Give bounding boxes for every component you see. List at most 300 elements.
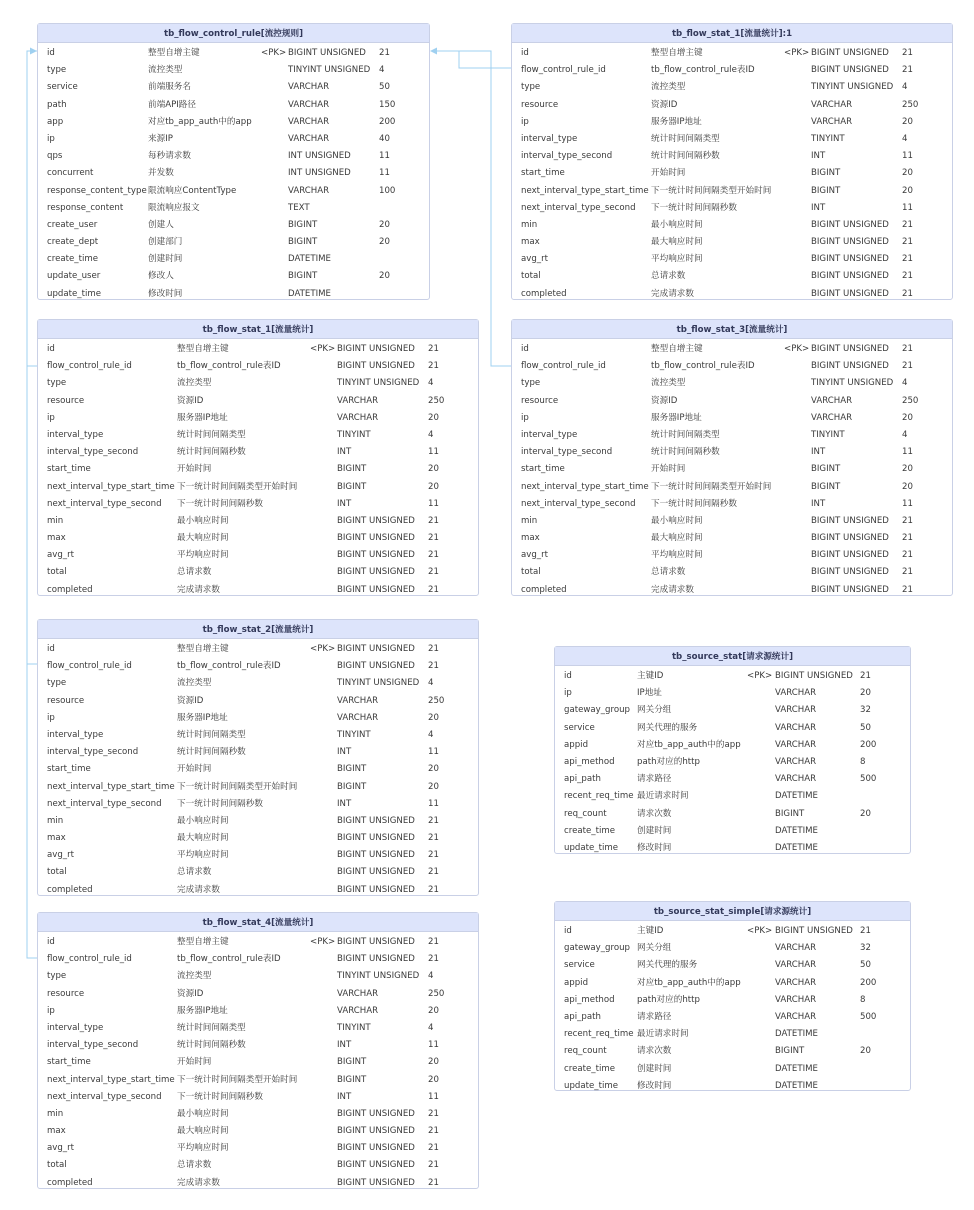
column-comment: 下一统计时间间隔秒数 [177, 1091, 263, 1102]
column-comment: 请求次数 [637, 1046, 672, 1057]
column-size: 32 [860, 943, 871, 954]
column-comment: 完成请求数 [651, 584, 694, 595]
column-size: 50 [379, 82, 390, 93]
column-name: update_user [47, 271, 101, 282]
table-row[interactable] [555, 1061, 910, 1078]
column-comment: 统计时间间隔类型 [177, 729, 246, 740]
column-name: min [521, 515, 538, 526]
column-type: BIGINT UNSIGNED [811, 567, 889, 578]
table-row[interactable] [512, 268, 952, 285]
column-comment: 流控类型 [651, 82, 686, 93]
table-row[interactable] [38, 393, 478, 410]
table-row[interactable] [38, 479, 478, 496]
table-row[interactable] [38, 1089, 478, 1106]
table-row[interactable] [38, 951, 478, 968]
table-row[interactable] [38, 779, 478, 796]
table-row[interactable] [38, 1175, 478, 1192]
column-type: INT [337, 1091, 352, 1102]
table-row[interactable] [512, 286, 952, 303]
table-tb-source-stat [554, 646, 911, 854]
table-row[interactable] [38, 582, 478, 599]
column-comment: 最小响应时间 [177, 515, 229, 526]
table-row[interactable] [512, 530, 952, 547]
column-name: completed [521, 288, 567, 299]
table-row[interactable] [38, 1020, 478, 1037]
table-row[interactable] [38, 148, 429, 165]
column-name: req_count [564, 808, 607, 819]
table-row[interactable] [38, 427, 478, 444]
column-name: ip [564, 688, 572, 699]
column-name: type [521, 82, 541, 93]
column-name: create_time [564, 1063, 615, 1074]
table-row[interactable] [38, 97, 429, 114]
column-key: <PK> [310, 344, 336, 354]
column-size: 21 [428, 937, 439, 947]
column-name: interval_type_second [521, 151, 613, 162]
column-comment: 资源ID [177, 988, 204, 999]
column-type: TINYINT [337, 729, 371, 740]
column-comment: 完成请求数 [177, 584, 220, 595]
table-title[interactable]: tb_flow_stat_2[流量统计] [38, 620, 478, 639]
arrowhead-right-rule [430, 48, 437, 55]
table-columns [512, 43, 952, 303]
table-row[interactable] [555, 840, 910, 857]
column-name: service [564, 722, 595, 733]
table-row[interactable] [555, 975, 910, 992]
column-comment: 并发数 [148, 168, 174, 179]
table-row[interactable] [38, 286, 429, 303]
column-comment: 服务器IP地址 [177, 712, 228, 723]
column-size: 250 [428, 988, 445, 999]
column-name: interval_type_second [47, 447, 139, 458]
column-type: VARCHAR [288, 82, 330, 93]
column-comment: 统计时间间隔类型 [177, 429, 246, 440]
column-name: api_method [564, 756, 615, 767]
column-size: 21 [902, 48, 913, 58]
column-type: BIGINT [288, 237, 318, 248]
table-title[interactable]: tb_flow_stat_1[流量统计]:1 [512, 24, 952, 43]
table-row[interactable] [555, 685, 910, 702]
table-row[interactable] [38, 496, 478, 513]
column-comment: 来源IP [148, 133, 173, 144]
column-type: TEXT [288, 202, 310, 213]
column-type: TINYINT UNSIGNED [811, 82, 894, 93]
column-comment: 最大响应时间 [177, 1126, 229, 1137]
column-name: max [47, 1126, 66, 1137]
table-title[interactable]: tb_flow_control_rule[流控规则] [38, 24, 429, 43]
column-name: type [47, 378, 67, 389]
column-type: BIGINT [337, 464, 367, 475]
column-type: BIGINT UNSIGNED [337, 884, 415, 895]
column-size: 20 [860, 1046, 871, 1057]
column-size: 4 [902, 82, 908, 93]
column-name: resource [47, 988, 85, 999]
table-row[interactable] [38, 658, 478, 675]
column-comment: 统计时间间隔类型 [651, 133, 720, 144]
table-row[interactable] [38, 547, 478, 564]
column-size: 21 [860, 926, 871, 936]
column-comment: 请求路径 [637, 774, 672, 785]
column-type: TINYINT [811, 133, 845, 144]
column-comment: 对应tb_app_auth中的app [637, 739, 741, 750]
table-row[interactable] [38, 62, 429, 79]
arrowhead-left-rule [30, 48, 37, 55]
column-size: 21 [428, 954, 439, 965]
column-comment: 最小响应时间 [177, 1108, 229, 1119]
column-name: start_time [47, 764, 91, 775]
column-name: ip [47, 133, 55, 144]
table-row[interactable] [38, 268, 429, 285]
table-row[interactable] [512, 200, 952, 217]
table-row[interactable] [38, 234, 429, 251]
column-name: start_time [521, 464, 565, 475]
table-row[interactable] [555, 1043, 910, 1060]
column-type: INT [811, 447, 826, 458]
table-row[interactable] [38, 1003, 478, 1020]
column-comment: 修改时间 [637, 1080, 672, 1091]
column-name: next_interval_type_start_time [47, 1074, 175, 1085]
table-row[interactable] [38, 358, 478, 375]
table-row[interactable] [555, 771, 910, 788]
column-name: update_time [564, 1080, 618, 1091]
column-comment: 资源ID [651, 99, 678, 110]
table-row[interactable] [38, 114, 429, 131]
column-type: BIGINT UNSIGNED [337, 567, 415, 578]
table-row[interactable] [512, 393, 952, 410]
table-row[interactable] [512, 114, 952, 131]
column-size: 20 [428, 764, 439, 775]
column-size: 8 [860, 994, 866, 1005]
table-row[interactable] [38, 727, 478, 744]
column-type: VARCHAR [337, 712, 379, 723]
table-row[interactable] [512, 97, 952, 114]
column-size: 21 [902, 219, 913, 230]
table-row[interactable] [38, 934, 478, 951]
column-type: BIGINT [811, 168, 841, 179]
column-type: TINYINT UNSIGNED [811, 378, 894, 389]
table-row[interactable] [512, 183, 952, 200]
column-name: min [521, 219, 538, 230]
table-row[interactable] [38, 217, 429, 234]
table-row[interactable] [555, 823, 910, 840]
table-row[interactable] [38, 375, 478, 392]
table-row[interactable] [38, 1072, 478, 1089]
column-size: 11 [428, 1040, 439, 1051]
column-size: 21 [428, 1126, 439, 1137]
column-name: interval_type [47, 429, 104, 440]
table-row[interactable] [512, 375, 952, 392]
column-type: VARCHAR [775, 705, 817, 716]
column-comment: path对应的http [637, 756, 700, 767]
column-size: 21 [902, 237, 913, 248]
table-row[interactable] [38, 410, 478, 427]
column-size: 21 [428, 567, 439, 578]
table-row[interactable] [38, 968, 478, 985]
column-size: 21 [860, 671, 871, 681]
table-row[interactable] [38, 693, 478, 710]
table-row[interactable] [38, 251, 429, 268]
column-size: 20 [428, 1057, 439, 1068]
column-size: 20 [860, 688, 871, 699]
column-name: next_interval_type_start_time [47, 481, 175, 492]
table-row[interactable] [512, 496, 952, 513]
column-name: interval_type_second [47, 1040, 139, 1051]
table-row[interactable] [555, 923, 910, 940]
column-name: id [47, 344, 55, 354]
column-type: BIGINT UNSIGNED [811, 344, 889, 354]
column-type: VARCHAR [775, 739, 817, 750]
column-comment: 开始时间 [177, 464, 212, 475]
column-type: BIGINT UNSIGNED [811, 584, 889, 595]
column-name: type [47, 971, 67, 982]
column-comment: 平均响应时间 [651, 550, 703, 561]
column-name: completed [47, 584, 93, 595]
table-row[interactable] [512, 234, 952, 251]
table-row[interactable] [512, 165, 952, 182]
column-size: 11 [902, 151, 913, 162]
column-size: 21 [428, 550, 439, 561]
column-name: next_interval_type_start_time [521, 185, 649, 196]
table-columns [555, 666, 910, 857]
column-size: 4 [379, 65, 385, 76]
column-comment: 统计时间间隔类型 [651, 429, 720, 440]
column-type: VARCHAR [775, 960, 817, 971]
column-name: type [47, 65, 67, 76]
table-row[interactable] [38, 813, 478, 830]
table-row[interactable] [38, 79, 429, 96]
column-type: BIGINT [337, 781, 367, 792]
table-title[interactable]: tb_source_stat_simple[请求源统计] [555, 902, 910, 921]
table-row[interactable] [512, 358, 952, 375]
column-type: INT [337, 747, 352, 758]
column-name: next_interval_type_second [521, 498, 636, 509]
column-size: 11 [902, 447, 913, 458]
table-row[interactable] [38, 461, 478, 478]
column-type: BIGINT UNSIGNED [337, 954, 415, 965]
table-row[interactable] [512, 564, 952, 581]
column-type: DATETIME [288, 254, 331, 265]
table-row[interactable] [38, 444, 478, 461]
table-row[interactable] [38, 796, 478, 813]
column-name: recent_req_time [564, 791, 634, 802]
table-row[interactable] [512, 427, 952, 444]
column-comment: tb_flow_control_rule表ID [177, 954, 281, 965]
column-type: BIGINT [288, 219, 318, 230]
column-size: 20 [428, 1074, 439, 1085]
table-row[interactable] [38, 830, 478, 847]
column-comment: 创建时间 [637, 1063, 672, 1074]
table-row[interactable] [38, 1106, 478, 1123]
column-name: service [47, 82, 78, 93]
table-title[interactable]: tb_flow_stat_1[流量统计] [38, 320, 478, 339]
table-row[interactable] [555, 1026, 910, 1043]
table-row[interactable] [555, 754, 910, 771]
table-row[interactable] [38, 864, 478, 881]
table-row[interactable] [512, 513, 952, 530]
column-size: 200 [860, 977, 877, 988]
table-row[interactable] [512, 341, 952, 358]
column-name: interval_type [521, 429, 578, 440]
table-columns [38, 639, 478, 899]
table-row[interactable] [38, 675, 478, 692]
table-row[interactable] [38, 744, 478, 761]
column-size: 11 [428, 1091, 439, 1102]
table-row[interactable] [512, 251, 952, 268]
table-row[interactable] [38, 1123, 478, 1140]
table-row[interactable] [38, 45, 429, 62]
column-size: 20 [379, 237, 390, 248]
table-row[interactable] [555, 1078, 910, 1095]
table-row[interactable] [38, 1140, 478, 1157]
table-title[interactable]: tb_source_stat[请求源统计] [555, 647, 910, 666]
table-row[interactable] [512, 582, 952, 599]
column-type: BIGINT UNSIGNED [775, 926, 853, 936]
table-row[interactable] [555, 702, 910, 719]
column-name: total [47, 1160, 67, 1171]
table-row[interactable] [38, 1037, 478, 1054]
table-row[interactable] [38, 564, 478, 581]
column-name: create_user [47, 219, 98, 230]
table-row[interactable] [38, 165, 429, 182]
column-name: min [47, 1108, 64, 1119]
column-comment: 下一统计时间间隔类型开始时间 [177, 481, 298, 492]
table-row[interactable] [38, 847, 478, 864]
table-row[interactable] [38, 882, 478, 899]
table-row[interactable] [38, 530, 478, 547]
table-row[interactable] [512, 79, 952, 96]
column-comment: 资源ID [177, 395, 204, 406]
table-row[interactable] [512, 62, 952, 79]
table-row[interactable] [555, 737, 910, 754]
table-row[interactable] [512, 131, 952, 148]
table-row[interactable] [38, 1054, 478, 1071]
column-size: 8 [860, 756, 866, 767]
column-type: BIGINT UNSIGNED [337, 344, 415, 354]
table-row[interactable] [38, 183, 429, 200]
column-size: 21 [428, 833, 439, 844]
table-row[interactable] [512, 479, 952, 496]
column-size: 50 [860, 722, 871, 733]
column-comment: 整型自增主键 [651, 344, 703, 354]
column-type: BIGINT UNSIGNED [811, 288, 889, 299]
column-comment: 最小响应时间 [651, 219, 703, 230]
table-row[interactable] [38, 761, 478, 778]
column-comment: 完成请求数 [177, 1177, 220, 1188]
column-name: min [47, 515, 64, 526]
column-size: 4 [902, 429, 908, 440]
column-name: update_time [564, 842, 618, 853]
column-comment: path对应的http [637, 994, 700, 1005]
column-comment: 完成请求数 [177, 884, 220, 895]
column-comment: 开始时间 [177, 1057, 212, 1068]
table-row[interactable] [512, 444, 952, 461]
column-name: update_time [47, 288, 101, 299]
column-size: 20 [428, 712, 439, 723]
table-row[interactable] [512, 45, 952, 62]
table-title[interactable]: tb_flow_stat_3[流量统计] [512, 320, 952, 339]
table-columns [555, 921, 910, 1095]
column-comment: 资源ID [177, 695, 204, 706]
column-comment: 完成请求数 [651, 288, 694, 299]
column-comment: tb_flow_control_rule表ID [177, 661, 281, 672]
column-name: id [564, 926, 572, 936]
table-row[interactable] [512, 217, 952, 234]
column-name: api_path [564, 1011, 601, 1022]
column-name: ip [521, 116, 529, 127]
table-row[interactable] [38, 1157, 478, 1174]
column-size: 20 [902, 116, 913, 127]
table-row[interactable] [555, 806, 910, 823]
column-size: 21 [428, 533, 439, 544]
column-comment: 最小响应时间 [177, 815, 229, 826]
column-comment: 服务器IP地址 [177, 412, 228, 423]
column-name: id [564, 671, 572, 681]
column-size: 4 [428, 729, 434, 740]
table-row[interactable] [38, 641, 478, 658]
column-type: BIGINT UNSIGNED [811, 361, 889, 372]
column-type: BIGINT [811, 464, 841, 475]
column-name: avg_rt [47, 1143, 75, 1154]
table-row[interactable] [555, 788, 910, 805]
column-name: resource [47, 395, 85, 406]
table-row[interactable] [38, 513, 478, 530]
table-row[interactable] [555, 992, 910, 1009]
table-row[interactable] [38, 710, 478, 727]
column-type: VARCHAR [337, 1005, 379, 1016]
column-size: 21 [428, 1108, 439, 1119]
column-name: type [521, 378, 541, 389]
column-comment: 创建人 [148, 219, 174, 230]
column-comment: 服务器IP地址 [651, 412, 702, 423]
column-comment: tb_flow_control_rule表ID [651, 361, 755, 372]
column-type: BIGINT UNSIGNED [337, 1160, 415, 1171]
column-name: start_time [47, 1057, 91, 1068]
column-comment: 平均响应时间 [651, 254, 703, 265]
table-tb-flow-stat-1-right [511, 23, 953, 300]
column-size: 11 [902, 202, 913, 213]
column-type: VARCHAR [337, 395, 379, 406]
column-size: 4 [428, 429, 434, 440]
table-row[interactable] [555, 957, 910, 974]
table-title[interactable]: tb_flow_stat_4[流量统计] [38, 913, 478, 932]
table-row[interactable] [555, 668, 910, 685]
column-size: 21 [428, 1177, 439, 1188]
table-columns [38, 932, 478, 1192]
column-type: BIGINT UNSIGNED [337, 850, 415, 861]
table-row[interactable] [38, 131, 429, 148]
column-type: BIGINT UNSIGNED [811, 533, 889, 544]
column-comment: 请求路径 [637, 1011, 672, 1022]
table-row[interactable] [555, 720, 910, 737]
column-size: 4 [902, 378, 908, 389]
table-row[interactable] [512, 410, 952, 427]
table-row[interactable] [512, 461, 952, 478]
table-row[interactable] [555, 940, 910, 957]
column-type: VARCHAR [811, 395, 853, 406]
column-key: <PK> [747, 671, 773, 681]
table-row[interactable] [555, 1009, 910, 1026]
table-row[interactable] [512, 547, 952, 564]
column-type: VARCHAR [337, 988, 379, 999]
table-row[interactable] [38, 341, 478, 358]
column-type: VARCHAR [775, 756, 817, 767]
column-comment: 最大响应时间 [177, 833, 229, 844]
table-row[interactable] [38, 200, 429, 217]
column-type: DATETIME [775, 1029, 818, 1040]
column-type: BIGINT UNSIGNED [337, 361, 415, 372]
table-row[interactable] [512, 148, 952, 165]
table-row[interactable] [38, 986, 478, 1003]
